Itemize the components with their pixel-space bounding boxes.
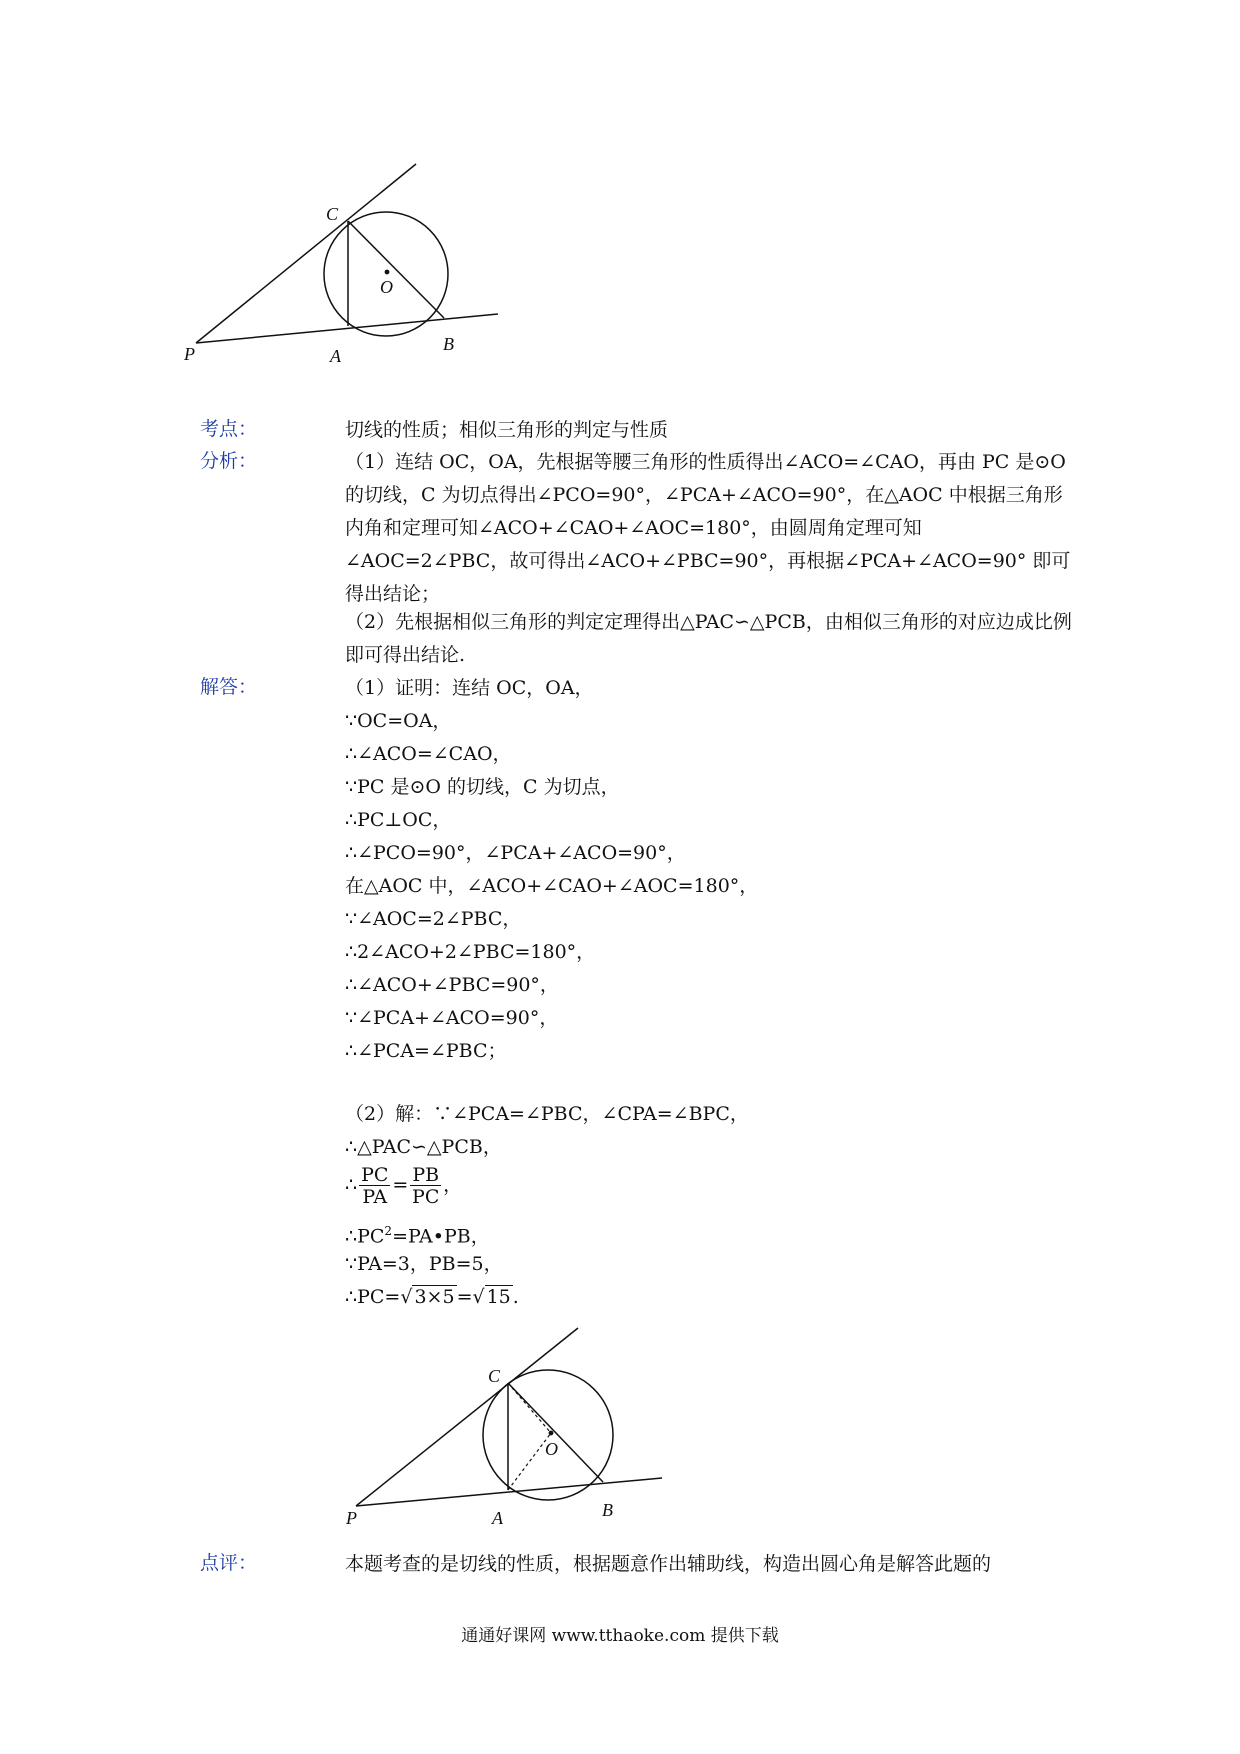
fraction-pb-pc xyxy=(410,1165,441,1208)
jieda-line: 在△AOC 中，∠ACO+∠CAO+∠AOC=180°， xyxy=(345,875,759,897)
jieda-line: ∴∠ACO+∠PBC=90°， xyxy=(345,974,559,996)
jieda-line: ∵∠AOC=2∠PBC， xyxy=(345,908,522,930)
pc-squared-line: $\therefore PC^2=PA•PB$， xyxy=(345,1224,490,1248)
frac-eq: = xyxy=(392,1174,409,1196)
jieda-line: ∴PC⊥OC， xyxy=(345,809,452,831)
label-A-2: A xyxy=(492,1508,503,1528)
label-kaodian: 考点： xyxy=(200,418,258,440)
jieda-line: ∴∠ACO=∠CAO， xyxy=(345,743,512,765)
label-A: A xyxy=(330,346,341,366)
frac-suffix: ， xyxy=(443,1174,463,1196)
sqrt-15: 15 xyxy=(486,1286,511,1308)
label-P-2: P xyxy=(346,1508,357,1528)
label-O-2: O xyxy=(545,1439,558,1459)
fenxi-text2: （2）先根据相似三角形的判定定理得出△PAC∽△PCB，由相似三角形的对应边成比例即可得出结论. xyxy=(345,611,1072,666)
jieda-line: （2）解：∵∠PCA=∠PBC，∠CPA=∠BPC， xyxy=(345,1103,749,1125)
frac1-num: PC xyxy=(361,1163,389,1186)
jieda-line: ∴2∠ACO+2∠PBC=180°， xyxy=(345,941,596,963)
figure-solution-diagram xyxy=(340,1320,670,1550)
result-line: ∴PC=√ 3×5 =√ 15 . xyxy=(345,1286,519,1308)
label-C-2: C xyxy=(488,1366,501,1386)
proportion-line xyxy=(345,1160,1080,1210)
label-P: P xyxy=(184,344,195,364)
page-footer: 通通好课网 www.tthaoke.com 提供下载 xyxy=(461,1626,779,1646)
frac1-den: PA xyxy=(362,1185,388,1208)
label-B: B xyxy=(443,334,454,354)
label-C: C xyxy=(326,204,339,224)
label-B-2: B xyxy=(602,1500,613,1520)
figure-top-diagram xyxy=(180,150,510,380)
jieda-line: ∵∠PCA+∠ACO=90°， xyxy=(345,1007,559,1029)
fenxi-text: （1）连结 OC，OA，先根据等腰三角形的性质得出∠ACO=∠CAO，再由 PC 是⊙O 的切线，C 为切点得出∠PCO=90°，∠PCA+∠ACO=90°，在△AOC 中根据三角形内角和定理可知∠ACO+∠CAO+∠AOC=180°，由圆周角定理可知∠AOC=2∠PBC，故可得出∠ACO+∠PBC=90°，再根据∠PCA+∠ACO=90° 即可得出结论； xyxy=(345,451,1071,605)
jieda-line: （1）证明：连结 OC，OA， xyxy=(345,677,594,699)
dianping-text: 本题考查的是切线的性质，根据题意作出辅助线，构造出圆心角是解答此题的 xyxy=(345,1553,992,1575)
frac2-den: PC xyxy=(412,1185,440,1208)
therefore-symbol: ∴ xyxy=(345,1174,358,1196)
given-line: ∵PA=3，PB=5， xyxy=(345,1253,503,1275)
jieda-line: ∴∠PCO=90°，∠PCA+∠ACO=90°， xyxy=(345,842,686,864)
jieda-line: ∴△PAC∽△PCB， xyxy=(345,1136,502,1158)
jieda-line: ∴∠PCA=∠PBC； xyxy=(345,1040,507,1062)
fraction-pc-pa xyxy=(359,1165,390,1208)
label-fenxi: 分析： xyxy=(200,450,258,472)
label-O: O xyxy=(380,277,393,297)
sqrt-3x5: 3×5 xyxy=(414,1286,455,1308)
label-dianping: 点评： xyxy=(200,1552,258,1574)
kaodian-text: 切线的性质；相似三角形的判定与性质 xyxy=(345,419,669,441)
jieda-line: ∵OC=OA， xyxy=(345,710,452,732)
jieda-part2 xyxy=(345,1098,1080,1164)
jieda-part1 xyxy=(345,672,1080,1068)
frac2-num: PB xyxy=(412,1163,440,1186)
label-jieda: 解答： xyxy=(200,676,258,698)
jieda-part3 xyxy=(345,1215,1080,1314)
jieda-line: ∵PC 是⊙O 的切线，C 为切点， xyxy=(345,776,620,798)
